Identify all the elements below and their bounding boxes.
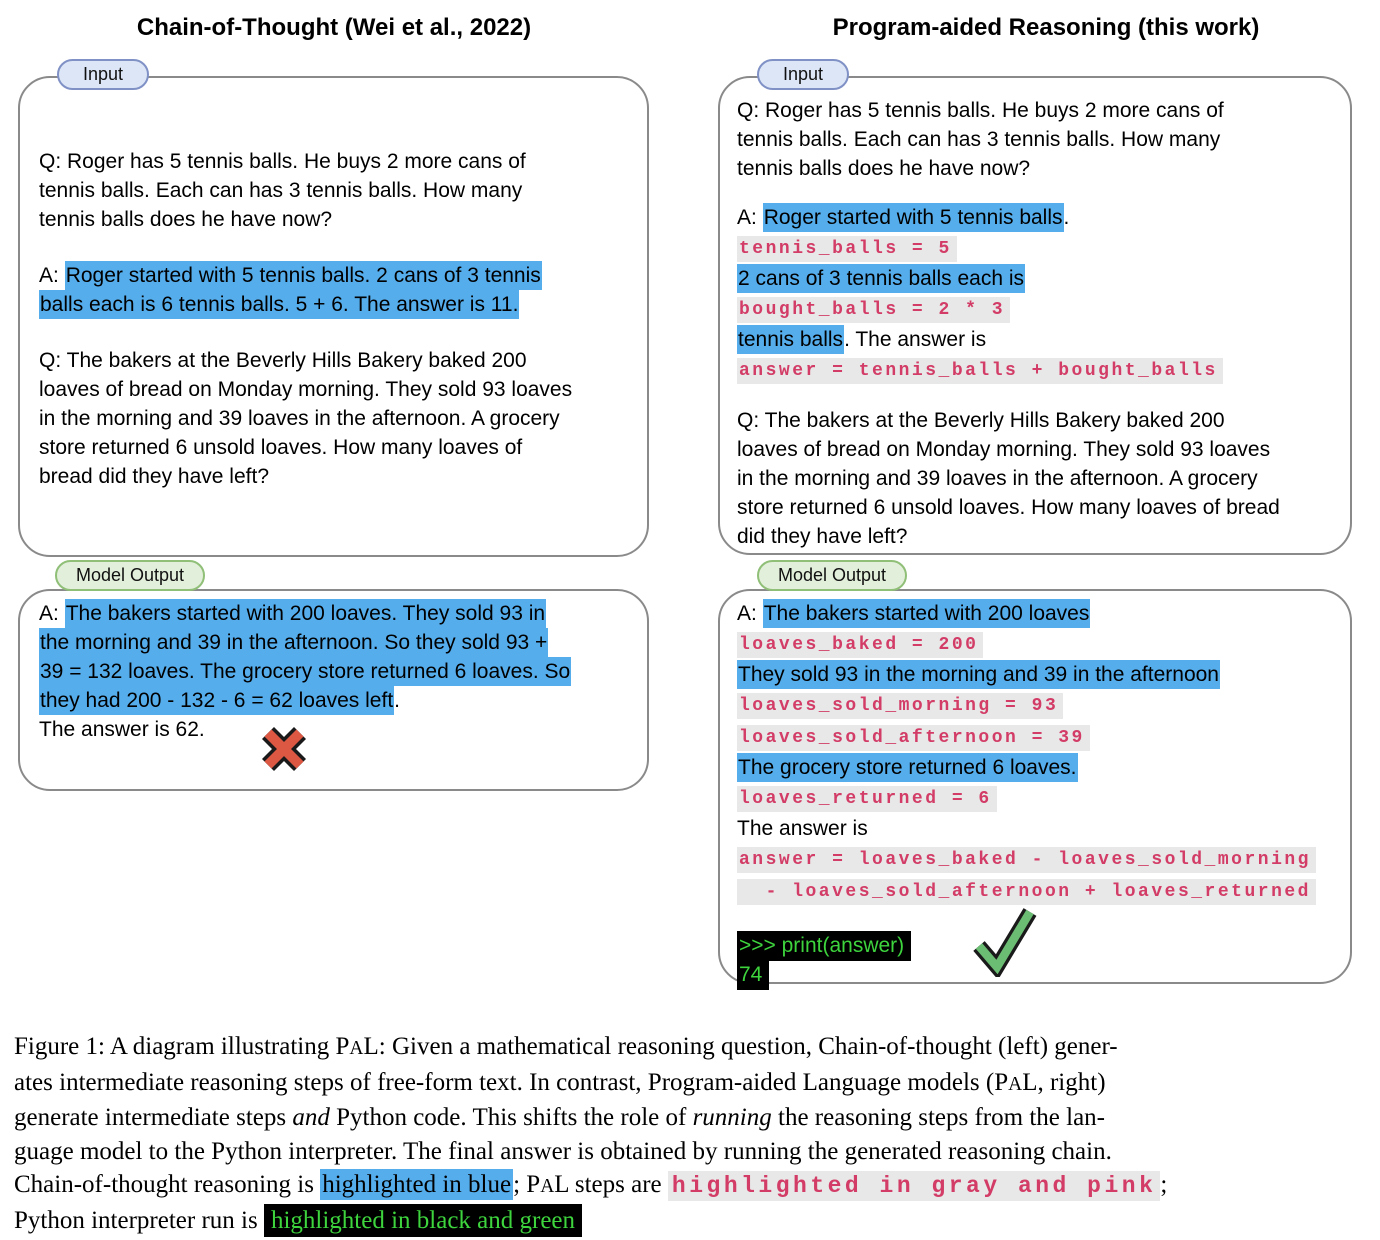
text-segment: Q: The bakers at the Beverly Hills Bakery baked 200	[737, 409, 1225, 432]
text-block	[39, 599, 639, 744]
text-line	[14, 1135, 1372, 1169]
text-block	[737, 96, 1345, 183]
text-block	[14, 1030, 1372, 1237]
text-line	[737, 464, 1345, 493]
code-segment: bought_balls = 2 * 3	[737, 297, 1010, 323]
text-block	[737, 931, 1345, 989]
highlight-segment: the morning and 39 in the afternoon. So they sold 93 +	[39, 628, 548, 657]
text-block	[39, 147, 639, 234]
text-line	[737, 325, 1345, 354]
cot-model-output-box	[18, 589, 649, 791]
text-line	[737, 154, 1345, 183]
text-line	[14, 1101, 1372, 1135]
text-line	[39, 147, 639, 176]
text-segment: Q: Roger has 5 tennis balls. He buys 2 more cans of	[39, 150, 526, 173]
text-segment: Chain-of-thought reasoning is	[14, 1171, 321, 1198]
text-line	[39, 628, 639, 657]
text-segment: store returned 6 unsold loaves. How many loaves of	[39, 436, 523, 459]
text-line	[39, 346, 639, 375]
text-segment: loaves of bread on Monday morning. They sold 93 loaves	[39, 378, 573, 401]
highlight-segment: they had 200 - 132 - 6 = 62 loaves left	[39, 686, 394, 715]
pal-input-tab	[757, 59, 849, 90]
text-segment: ; P	[513, 1171, 541, 1198]
pal-panel-title: Program-aided Reasoning (this work)	[832, 14, 1260, 41]
text-line	[737, 960, 1345, 989]
cot-input-text	[39, 147, 639, 491]
text-line	[737, 753, 1345, 782]
text-line	[39, 261, 639, 290]
terminal-segment: 74	[737, 960, 769, 990]
text-line	[39, 375, 639, 404]
text-segment: A:	[737, 206, 763, 229]
text-segment: ;	[1160, 1171, 1168, 1198]
text-line	[737, 232, 1345, 264]
text-line	[14, 1066, 1372, 1102]
text-segment: bread did they have left?	[39, 465, 269, 488]
text-segment: L steps are	[554, 1171, 668, 1198]
code-segment: loaves_returned = 6	[737, 786, 997, 812]
text-line	[737, 782, 1345, 814]
text-segment: Figure 1: A diagram illustrating P	[14, 1033, 350, 1060]
text-line	[14, 1168, 1372, 1204]
smallcaps-segment: A	[349, 1038, 364, 1059]
code-segment: highlighted in gray and pink	[668, 1171, 1160, 1201]
terminal-segment: >>> print(answer)	[737, 931, 911, 961]
text-segment: guage model to the Python interpreter. The final answer is obtained by running the generated reasoning chain.	[14, 1137, 1112, 1165]
text-line	[14, 1030, 1372, 1066]
text-line	[39, 686, 639, 715]
text-line	[737, 125, 1345, 154]
pal-input-text	[737, 96, 1345, 551]
text-block	[737, 599, 1345, 907]
text-line	[39, 599, 639, 628]
text-line	[39, 657, 639, 686]
code-segment: tennis_balls = 5	[737, 236, 957, 262]
text-segment: . The answer is	[844, 328, 987, 351]
pal-input-box	[718, 76, 1352, 555]
text-segment: the reasoning steps from the lan-	[771, 1104, 1105, 1131]
text-line	[737, 406, 1345, 435]
code-segment: answer = loaves_baked - loaves_sold_morning	[737, 847, 1316, 873]
code-segment: - loaves_sold_afternoon + loaves_returned	[737, 879, 1316, 905]
highlight-segment: 2 cans of 3 tennis balls each is	[737, 264, 1025, 293]
text-line	[737, 931, 1345, 960]
text-segment: did they have left?	[737, 525, 908, 548]
text-segment: The answer is 62.	[39, 718, 205, 741]
code-segment: loaves_sold_afternoon = 39	[737, 725, 1090, 751]
code-segment: answer = tennis_balls + bought_balls	[737, 358, 1223, 384]
smallcaps-segment: A	[1008, 1073, 1023, 1095]
highlight-segment: highlighted in blue	[322, 1171, 512, 1198]
text-segment: L: Given a mathematical reasoning question, Chain-of-thought (left) gener-	[363, 1033, 1118, 1060]
text-block	[39, 261, 639, 319]
code-segment: loaves_baked = 200	[737, 632, 983, 658]
text-segment: Python code. This shifts the role of	[329, 1104, 693, 1131]
text-segment: store returned 6 unsold loaves. How many loaves of bread	[737, 496, 1280, 519]
text-line	[737, 96, 1345, 125]
text-line	[737, 660, 1345, 689]
text-line	[39, 462, 639, 491]
text-line	[737, 814, 1345, 843]
text-line	[737, 721, 1345, 753]
cot-model-output-text	[39, 599, 639, 744]
text-segment: Q: Roger has 5 tennis balls. He buys 2 more cans of	[737, 99, 1224, 122]
text-line	[39, 290, 639, 319]
text-line	[737, 875, 1345, 907]
text-line	[737, 293, 1345, 325]
check-icon	[970, 903, 1038, 977]
text-line	[737, 522, 1345, 551]
text-segment: .	[394, 689, 400, 712]
cot-input-box	[18, 76, 649, 557]
pal-model-output-text	[737, 599, 1345, 989]
text-block	[737, 203, 1345, 386]
highlight-segment: The bakers started with 200 loaves. They sold 93 in	[65, 599, 546, 628]
text-segment: A:	[39, 602, 65, 625]
model-output-tab-label: Model Output	[777, 565, 887, 585]
cross-icon	[256, 720, 312, 778]
text-line	[737, 689, 1345, 721]
text-line	[737, 599, 1345, 628]
text-segment: tennis balls does he have now?	[737, 157, 1031, 180]
terminal-segment: highlighted in black and green	[264, 1204, 582, 1237]
highlight-segment: Roger started with 5 tennis balls. 2 cans of 3 tennis	[65, 261, 542, 290]
highlight-segment: Roger started with 5 tennis balls	[763, 203, 1064, 232]
text-line	[737, 264, 1345, 293]
text-segment: ates intermediate reasoning steps of free-form text. In contrast, Program-aided Language models (P	[14, 1068, 1009, 1096]
text-line	[14, 1204, 1372, 1238]
text-segment: The answer is	[737, 817, 868, 840]
input-tab-label: Input	[82, 64, 124, 84]
text-line	[39, 205, 639, 234]
text-line	[39, 176, 639, 205]
text-line	[737, 203, 1345, 232]
text-line	[39, 433, 639, 462]
highlight-segment: 39 = 132 loaves. The grocery store returned 6 loaves. So	[39, 657, 571, 686]
text-segment: Q: The bakers at the Beverly Hills Bakery baked 200	[39, 349, 527, 372]
text-segment: in the morning and 39 loaves in the afternoon. A grocery	[39, 407, 560, 430]
input-tab-label: Input	[782, 64, 824, 84]
code-segment: loaves_sold_morning = 93	[737, 693, 1063, 719]
text-block	[39, 346, 639, 491]
text-block	[737, 406, 1345, 551]
text-segment: A:	[39, 264, 65, 287]
text-line	[737, 435, 1345, 464]
text-line	[737, 493, 1345, 522]
italic-segment: and	[292, 1104, 330, 1131]
text-line	[39, 715, 639, 744]
cot-input-tab	[57, 59, 149, 90]
text-line	[39, 404, 639, 433]
text-segment: L, right)	[1022, 1068, 1106, 1096]
text-segment: in the morning and 39 loaves in the afternoon. A grocery	[737, 467, 1258, 490]
text-segment: tennis balls. Each can has 3 tennis balls. How many	[39, 179, 523, 202]
highlight-segment: The grocery store returned 6 loaves.	[737, 753, 1078, 782]
smallcaps-segment: A	[540, 1176, 555, 1197]
text-segment: generate intermediate steps	[14, 1104, 293, 1131]
text-segment: .	[1063, 206, 1070, 229]
text-segment: loaves of bread on Monday morning. They sold 93 loaves	[737, 438, 1271, 461]
text-segment: tennis balls does he have now?	[39, 208, 333, 231]
model-output-tab-label: Model Output	[75, 565, 185, 585]
text-line	[737, 354, 1345, 386]
highlight-segment: They sold 93 in the morning and 39 in the afternoon	[737, 660, 1220, 689]
highlight-segment: tennis balls	[737, 325, 844, 354]
highlight-segment: The bakers started with 200 loaves	[763, 599, 1091, 628]
figure-caption	[14, 1030, 1372, 1237]
text-line	[737, 843, 1345, 875]
text-line	[737, 628, 1345, 660]
cot-panel-title: Chain-of-Thought (Wei et al., 2022)	[136, 14, 532, 41]
text-segment: A:	[737, 602, 763, 625]
highlight-segment: balls each is 6 tennis balls. 5 + 6. The answer is 11.	[39, 290, 519, 319]
cot-model-output-tab	[55, 560, 205, 591]
pal-model-output-tab	[757, 560, 907, 591]
text-segment: Python interpreter run is	[14, 1206, 264, 1234]
italic-segment: running	[692, 1104, 772, 1131]
text-segment: tennis balls. Each can has 3 tennis balls. How many	[737, 128, 1221, 151]
